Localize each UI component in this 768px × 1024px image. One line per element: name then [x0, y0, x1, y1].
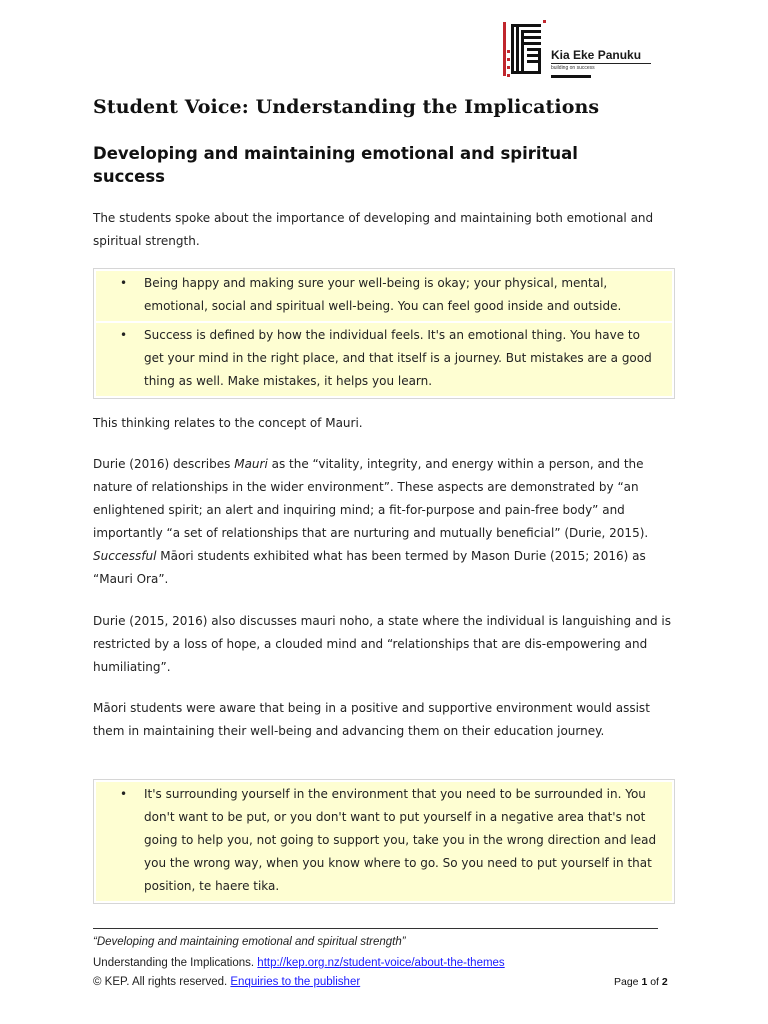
footer-copyright	[93, 976, 693, 988]
durie-text-1: Durie (2016) describes	[93, 457, 235, 471]
kep-logo-mark-icon	[503, 20, 553, 82]
page-total: 2	[661, 976, 668, 988]
durie-text-2: as the “vitality, integrity, and energy within a person, and the nature of relationships in the wider environment”. These aspects are demonstrated by “an enlightened spirit; an alert and inquiring mind; a fit-for-purpose and pain-free body” and importantly “a set of relationships that are nurturing and mutually beneficial” (Durie, 2015).	[93, 457, 649, 540]
footer-source-text: Understanding the Implications.	[93, 957, 258, 969]
student-quote	[96, 323, 672, 396]
page-of: of	[647, 976, 662, 988]
quote-text: Success is defined by how the individual feels. It's an emotional thing. You have to get your mind in the right place, and that itself is a journey. But mistakes are a good thing as well. Make mistakes, it helps you learn.	[144, 328, 652, 388]
mauri-paragraph: This thinking relates to the concept of Mauri.	[93, 416, 363, 430]
durie-text-3: Māori students exhibited what has been termed by Mason Durie (2015; 2016) as “Mauri Ora”.	[93, 549, 646, 586]
page-title: Student Voice: Understanding the Implications	[93, 96, 600, 118]
intro-paragraph: The students spoke about the importance of developing and maintaining both emotional and spiritual strength.	[93, 211, 654, 248]
mauri-noho-paragraph: Durie (2015, 2016) also discusses mauri noho, a state where the individual is languishing and is restricted by a loss of hope, a clouded mind and “relationships that are dis-empowering and humiliating”.	[93, 614, 671, 674]
copyright-text: © KEP. All rights reserved.	[93, 976, 231, 988]
footer-source	[93, 957, 693, 969]
section-heading: Developing and maintaining emotional and spiritual success	[93, 144, 578, 186]
page-number	[614, 976, 668, 988]
page-current: 1	[641, 976, 648, 988]
durie-paragraph	[93, 453, 678, 591]
quote-text: It's surrounding yourself in the environment that you need to be surrounded in. You don't want to be put, or you don't want to put yourself in a negative area that's not going to help you, not going to support you, take you in the wrong direction and lead you the wrong way, when you know where to go. So you need to put yourself in that position, te haere tika.	[144, 787, 657, 893]
kep-logo-text	[551, 48, 651, 78]
student-quote	[96, 271, 672, 321]
logo-name: Kia Eke Panuku	[551, 48, 642, 62]
logo-tagline: building on success	[551, 65, 595, 71]
footer-divider	[93, 928, 658, 929]
quote-text: Being happy and making sure your well-being is okay; your physical, mental, emotional, social and spiritual well-being. You can feel good inside and outside.	[144, 276, 622, 313]
student-quote-box-2	[93, 779, 675, 904]
student-quote-box-1	[93, 268, 675, 399]
page-label: Page	[614, 976, 642, 988]
themes-link[interactable]: http://kep.org.nz/student-voice/about-the-themes	[257, 957, 505, 969]
student-quote	[96, 782, 672, 901]
footer-title-text: “Developing and maintaining emotional and spiritual strength”	[93, 936, 406, 948]
bullet-icon: •	[120, 328, 128, 342]
durie-term-mauri: Mauri	[234, 457, 268, 471]
logo-bar	[551, 75, 591, 78]
enquiries-link[interactable]: Enquiries to the publisher	[230, 976, 361, 988]
bullet-icon: •	[120, 276, 128, 290]
environment-paragraph: Māori students were aware that being in a positive and supportive environment would assist them in maintaining their well-being and advancing them on their education journey.	[93, 701, 650, 738]
durie-term-successful: Successful	[93, 549, 157, 563]
logo-rule	[551, 63, 651, 64]
footer-title	[93, 936, 693, 948]
bullet-icon: •	[120, 787, 128, 801]
